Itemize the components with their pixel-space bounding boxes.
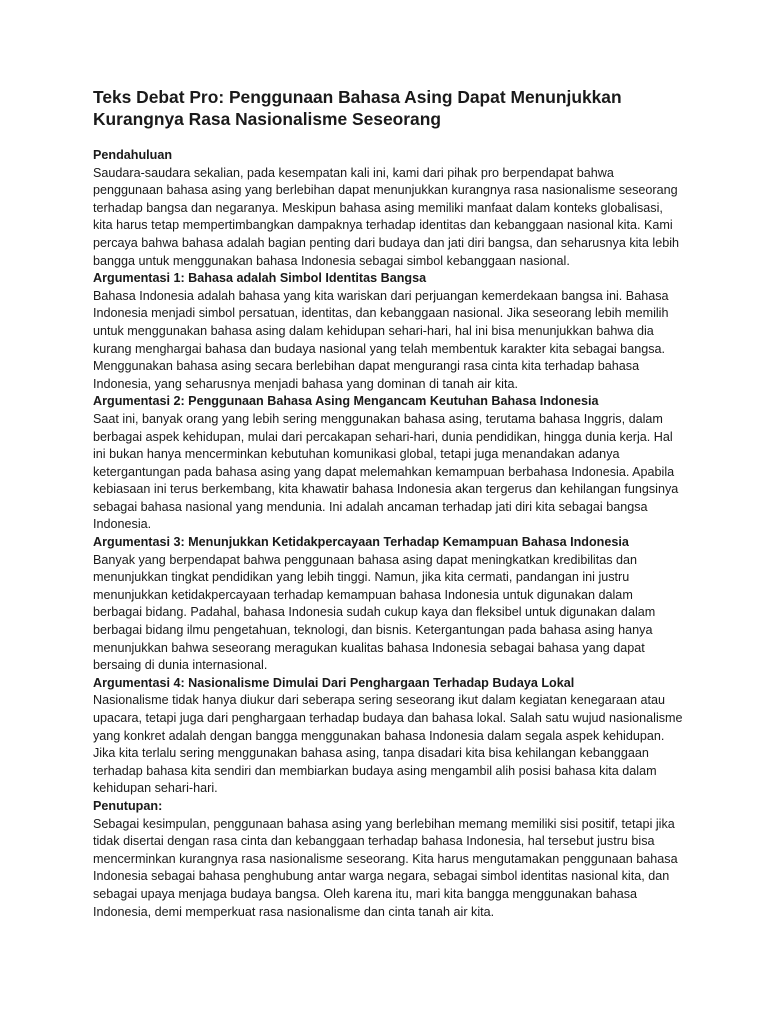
section-heading: Penutupan: [93,798,163,813]
section-body: Sebagai kesimpulan, penggunaan bahasa asing yang berlebihan memang memiliki sisi positif, tetapi jika tidak disertai dengan rasa cinta dan kebanggaan terhadap bahasa Indonesia, hal tersebut justru bisa mencerminkan kurangnya rasa nasionalisme seseorang. Kita harus mengutamakan penggunaan bahasa Indonesia sebagai bahasa penghubung antar warga negara, sebagai simbol identitas nasional kita, dan sebagai upaya menjaga budaya bangsa. Oleh karena itu, mari kita bangga menggunakan bahasa Indonesia, demi memperkuat rasa nasionalisme dan cinta tanah air kita. [93,816,678,919]
document-title: Teks Debat Pro: Penggunaan Bahasa Asing Dapat Menunjukkan Kurangnya Rasa Nasionalisme Seseorang [93,87,622,129]
section-body: Nasionalisme tidak hanya diukur dari seberapa sering seseorang ikut dalam kegiatan kenegaraan atau upacara, tetapi juga dari penghargaan terhadap budaya dan bahasa lokal. Salah satu wujud nasionalisme yang konkret adalah dengan bangga menggunakan bahasa Indonesia dalam segala aspek kehidupan. Jika kita terlalu sering menggunakan bahasa asing, tanpa disadari kita bisa kehilangan kebanggaan terhadap bahasa kita sendiri dan membiarkan budaya asing mengambil alih posisi bahasa kita dalam kehidupan sehari-hari. [93,693,683,796]
section-body: Banyak yang berpendapat bahwa penggunaan bahasa asing dapat meningkatkan kredibilitas dan menunjukkan tingkat pendidikan yang lebih tinggi. Namun, jika kita cermati, pandangan ini justru menunjukkan ketidakpercayaan terhadap kemampuan bahasa Indonesia untuk digunakan dalam berbagai bidang. Padahal, bahasa Indonesia sudah cukup kaya dan fleksibel untuk digunakan dalam berbagai bidang ilmu pengetahuan, teknologi, dan bisnis. Ketergantungan pada bahasa asing hanya menunjukkan bahwa seseorang meragukan kualitas bahasa Indonesia sebagai bahasa yang dapat bersaing di dunia internasional. [93,552,656,673]
section-heading: Argumentasi 1: Bahasa adalah Simbol Identitas Bangsa [93,271,427,286]
section-argumentasi-4 [93,675,683,798]
section-argumentasi-3 [93,534,683,675]
section-pendahuluan [93,147,683,270]
section-body: Saat ini, banyak orang yang lebih sering menggunakan bahasa asing, terutama bahasa Inggris, dalam berbagai aspek kehidupan, mulai dari percakapan sehari-hari, dunia pendidikan, hingga dunia kerja. Hal ini bukan hanya mencerminkan kebutuhan komunikasi global, tetapi juga menandakan adanya ketergantungan pada bahasa asing yang dapat melemahkan kemampuan berbahasa Indonesia. Apabila kebiasaan ini terus berkembang, kita khawatir bahasa Indonesia akan tergerus dan kehilangan fungsinya sebagai bahasa nasional yang mendunia. Ini adalah ancaman terhadap jati diri kita sebagai bangsa Indonesia. [93,411,679,532]
section-penutupan [93,798,683,921]
section-heading: Argumentasi 4: Nasionalisme Dimulai Dari Penghargaan Terhadap Budaya Lokal [93,675,575,690]
section-heading: Argumentasi 3: Menunjukkan Ketidakpercayaan Terhadap Kemampuan Bahasa Indonesia [93,535,629,550]
section-argumentasi-2 [93,393,683,534]
section-heading: Pendahuluan [93,148,173,162]
section-body: Bahasa Indonesia adalah bahasa yang kita wariskan dari perjuangan kemerdekaan bangsa ini. Bahasa Indonesia menjadi simbol persatuan, identitas, dan kebanggaan nasional. Jika seseorang lebih memilih untuk menggunakan bahasa asing dalam kehidupan sehari-hari, hal ini bisa menunjukkan bahwa dia kurang menghargai bahasa dan budaya nasional yang telah membentuk karakter kita sebagai bangsa. Menggunakan bahasa asing secara berlebihan dapat mengurangi rasa cinta kita terhadap bahasa Indonesia, yang seharusnya menjadi bahasa yang dominan di tanah air kita. [93,288,669,391]
section-heading: Argumentasi 2: Penggunaan Bahasa Asing Mengancam Keutuhan Bahasa Indonesia [93,394,599,409]
section-body: Saudara-saudara sekalian, pada kesempatan kali ini, kami dari pihak pro berpendapat bahwa penggunaan bahasa asing yang berlebihan dapat menunjukkan kurangnya rasa nasionalisme seseorang terhadap bangsa dan negaranya. Meskipun bahasa asing memiliki manfaat dalam konteks globalisasi, kita harus tetap mempertimbangkan dampaknya terhadap identitas dan kebanggaan nasional kita. Kami percaya bahwa bahasa adalah bagian penting dari budaya dan jati diri bangsa, dan seharusnya kita lebih bangga untuk menggunakan bahasa Indonesia sebagai simbol kebanggaan nasional. [93,165,680,268]
section-argumentasi-1 [93,270,683,393]
document-page [93,86,683,921]
